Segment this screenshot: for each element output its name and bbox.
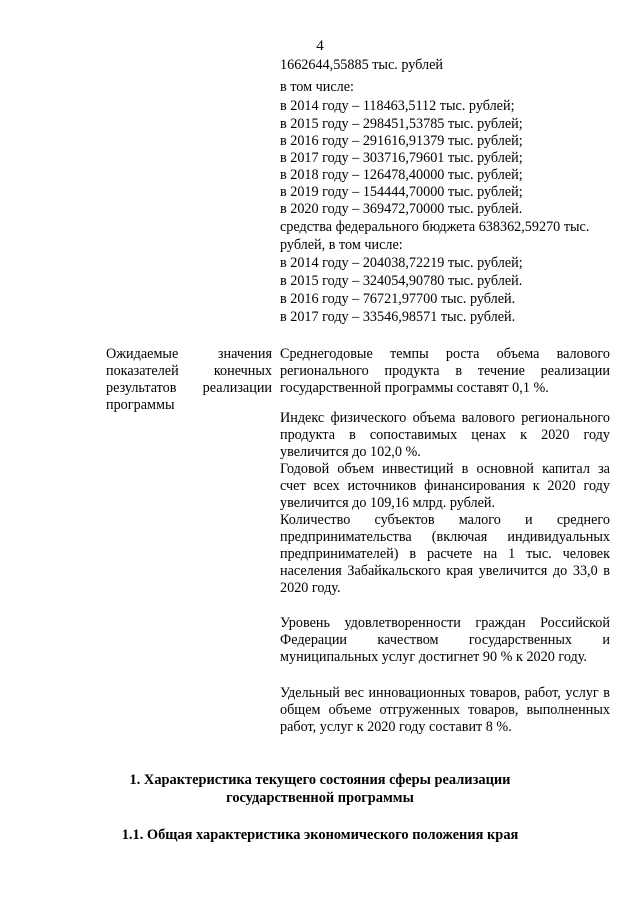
financing-line: в 2015 году – 324054,90780 тыс. рублей.: [280, 273, 523, 289]
financing-line: в 2019 году – 154444,70000 тыс. рублей;: [280, 184, 523, 200]
subsection-heading: 1.1. Общая характеристика экономического положения края: [121, 827, 519, 843]
financing-line: в 2018 году – 126478,40000 тыс. рублей;: [280, 167, 523, 183]
label-line: показателей конечных: [106, 363, 272, 379]
expected-results-label: [106, 346, 272, 414]
section-heading-line: государственной программы: [226, 790, 414, 806]
page-number: 4: [316, 38, 324, 54]
financing-line: в 2014 году – 204038,72219 тыс. рублей;: [280, 255, 523, 271]
label-line: программы: [106, 397, 175, 413]
result-paragraph: Годовой объем инвестиций в основной капитал за счет всех источников финансирования к 2020 году увеличится до 109,16 млрд. рублей.: [280, 461, 610, 511]
result-paragraph: Количество субъектов малого и среднего предпринимательства (включая индивидуальных предпринимателей) в расчете на 1 тыс. человек населения Забайкальского края увеличится до 33,0 в 2020 году.: [280, 512, 610, 596]
financing-line: рублей, в том числе:: [280, 237, 403, 253]
financing-line: в том числе:: [280, 79, 354, 95]
label-line: результатов реализации: [106, 380, 272, 396]
financing-line: в 2015 году – 298451,53785 тыс. рублей;: [280, 116, 523, 132]
label-line: Ожидаемые значения: [106, 346, 272, 362]
financing-line: в 2016 году – 291616,91379 тыс. рублей;: [280, 133, 523, 149]
financing-line: в 2014 году – 118463,5112 тыс. рублей;: [280, 98, 515, 114]
financing-line: 1662644,55885 тыс. рублей: [280, 57, 443, 73]
financing-line: средства федерального бюджета 638362,59270 тыс.: [280, 219, 590, 235]
result-paragraph: Удельный вес инновационных товаров, работ, услуг в общем объеме отгруженных товаров, выполненных работ, услуг к 2020 году составит 8 %.: [280, 685, 610, 735]
result-paragraph: Среднегодовые темпы роста объема валового регионального продукта в течение реализации государственной программы составят 0,1 %.: [280, 346, 610, 396]
financing-line: в 2017 году – 33546,98571 тыс. рублей.: [280, 309, 516, 325]
result-paragraph: Индекс физического объема валового регионального продукта в сопоставимых ценах к 2020 году увеличится до 102,0 %.: [280, 410, 610, 460]
financing-line: в 2017 году – 303716,79601 тыс. рублей;: [280, 150, 523, 166]
section-heading-line: 1. Характеристика текущего состояния сферы реализации: [129, 772, 511, 788]
financing-line: в 2020 году – 369472,70000 тыс. рублей.: [280, 201, 523, 217]
financing-line: в 2016 году – 76721,97700 тыс. рублей.: [280, 291, 516, 307]
result-paragraph: Уровень удовлетворенности граждан Российской Федерации качеством государственных и муниципальных услуг достигнет 90 % к 2020 году.: [280, 615, 610, 665]
